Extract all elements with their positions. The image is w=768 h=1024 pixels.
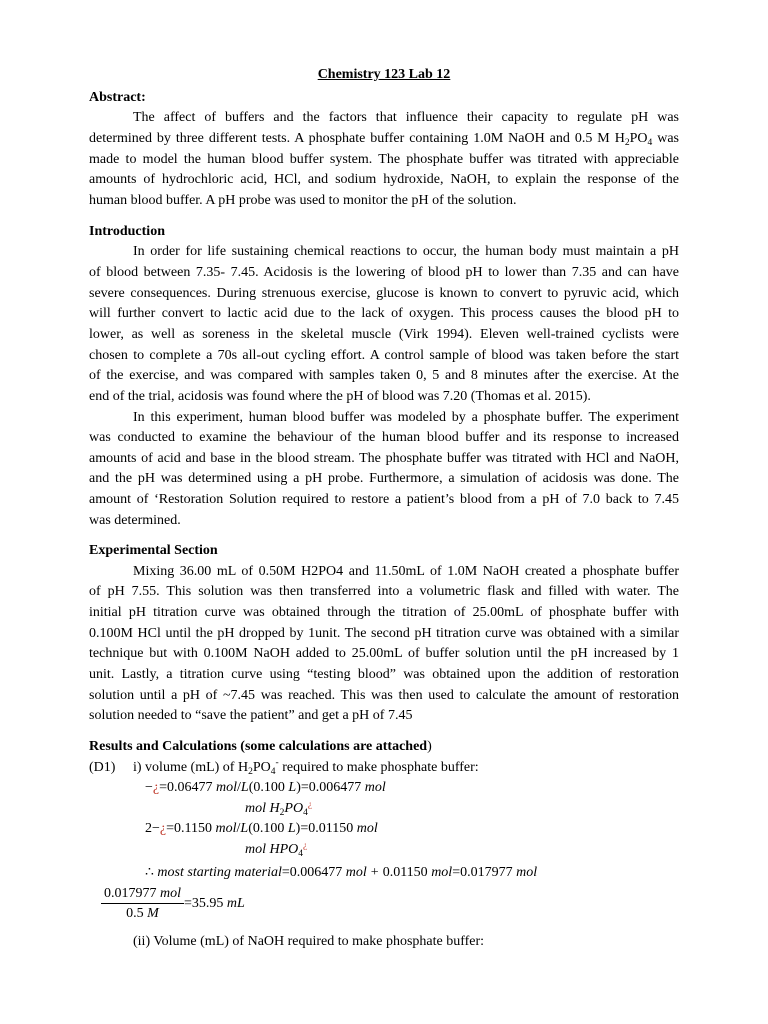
experimental-line: 0.100M HCl until the pH dropped by 1unit. The second pH titration curve was obtained with a similar [89, 625, 679, 641]
abstract-line: made to model the human blood buffer system. The phosphate buffer was titrated with appreciable [89, 151, 679, 167]
results-heading [89, 737, 679, 758]
introduction-line: In this experiment, human blood buffer was modeled by a phosphate buffer. The experiment [133, 409, 679, 425]
experimental-line: unit. Lastly, a titration curve using “testing blood” was obtained upon the addition of restoration [89, 666, 679, 682]
equation-line [89, 819, 679, 840]
equation-value: =0.006477 [281, 864, 346, 880]
introduction-line: will further convert to lactic acid due to the lack of oxygen. This process causes the blood pH to [89, 306, 679, 322]
subscript: 4 [647, 138, 653, 148]
introduction-line: and the pH was determined using a pH probe. Furthermore, a simulation of acidosis was done. The [89, 471, 679, 487]
subscript: 2 [279, 807, 285, 818]
results-heading-text: Results and Calculations (some calculations are attached [89, 738, 428, 754]
equation-operator: / [237, 780, 241, 796]
equation-unit: mol [160, 886, 181, 902]
formula-text: PO [252, 759, 271, 775]
equation-operator: 2− [145, 821, 160, 837]
equation-variable: most starting material [157, 864, 282, 880]
equation-unit: M [147, 906, 159, 922]
formula-text: H [269, 800, 280, 816]
equation-artifact: ¿ [303, 840, 308, 851]
fraction-denominator [126, 904, 159, 923]
equation-value: (0.100 [248, 821, 288, 837]
superscript: - [275, 758, 279, 769]
introduction-line: was determined. [89, 512, 181, 528]
equation-operator: + [370, 864, 379, 880]
equation-artifact: ¿ [152, 780, 160, 796]
introduction-line: lower, as well as soreness in the skeletal muscle (Virk 1994). Eleven well-trained cyclists were [89, 326, 679, 342]
introduction-line: of the exercise, and was compared with samples taken 0, 5 and 8 minutes after the exercise. At the [89, 368, 679, 384]
equation-unit: mol [431, 864, 453, 880]
equation-unit: mol [345, 864, 367, 880]
equation-value: =0.017977 [452, 864, 517, 880]
d1-question-ii: (ii) Volume (mL) of NaOH required to make phosphate buffer: [133, 933, 485, 949]
introduction-line: end of the trial, acidosis was found where the pH of blood was 7.20 (Thomas et al. 2015). [89, 388, 591, 404]
experimental-line: technique but with 0.100M NaOH added to 25.00mL of buffer solution until the pH increased by 1 [89, 646, 679, 662]
equation-unit: mol [356, 821, 378, 837]
fraction-result [184, 894, 245, 915]
formula-text: PO [284, 800, 304, 816]
experimental-line: initial pH titration curve was obtained through the titration of 25.00mL of phosphate buffer with [89, 604, 679, 620]
introduction-line: chosen to complete a 70s all-out cycling effort. A control sample of blood was taken before the start [89, 347, 679, 363]
question-text: required to make phosphate buffer: [278, 759, 479, 775]
question-text: i) volume (mL) of H [133, 759, 249, 775]
equation-unit: mol [245, 842, 270, 858]
page-title: Chemistry 123 Lab 12 [317, 66, 451, 82]
subscript: 4 [270, 766, 276, 777]
abstract-section [89, 88, 679, 212]
introduction-line: severe consequences. During strenuous exercise, glucose is known to convert to pyruvic acid, which [89, 285, 679, 301]
equation-unit: mol [216, 780, 238, 796]
fraction-numerator [101, 884, 184, 904]
equation-unit: mol [364, 780, 386, 796]
fraction [101, 884, 184, 923]
abstract-line: The affect of buffers and the factors that influence their capacity to regulate pH was [133, 110, 679, 126]
equation-value: (0.100 [248, 780, 289, 796]
equation-value: =0.1150 [166, 821, 216, 837]
equation-value: =0.06477 [159, 780, 217, 796]
experimental-line: solution needed to “save the patient” and get a pH of 7.45 [89, 708, 413, 724]
experimental-line: of pH 7.55. This solution was then transferred into a volumetric flask and filled with water. The [89, 584, 679, 600]
equation-unit: L [240, 821, 249, 837]
formula-text: PO [629, 130, 648, 146]
introduction-line: In order for life sustaining chemical reactions to occur, the human body must maintain a pH [133, 244, 679, 260]
equation-line [89, 863, 679, 884]
abstract-line: amounts of hydrochloric acid, HCl, and sodium hydroxide, NaOH, to explain the response of the [89, 172, 679, 188]
subscript: 4 [298, 849, 304, 860]
fraction-equation [101, 883, 679, 924]
equation-unit: mol [516, 864, 538, 880]
equation-line [89, 778, 679, 799]
equation-value: )=0.006477 [296, 780, 365, 796]
introduction-line: of blood between 7.35- 7.45. Acidosis is the lowering of blood pH to lower than 7.35 and can have [89, 264, 679, 280]
results-heading-paren: ) [427, 738, 432, 754]
subscript: 2 [624, 138, 630, 148]
equation-value: )=0.01150 [295, 821, 357, 837]
equation-operator: − [145, 780, 153, 796]
subscript: 4 [303, 807, 308, 818]
therefore-symbol: ∴ [145, 864, 158, 880]
equation-unit: L [287, 821, 296, 837]
results-section [89, 737, 679, 953]
equation-artifact: ¿ [159, 821, 167, 837]
formula-text: HPO [269, 842, 299, 858]
experimental-heading: Experimental Section [89, 542, 218, 558]
equation-value: =35.95 [184, 895, 227, 911]
d1-label: (D1) [89, 759, 116, 775]
equation-unit: mL [226, 895, 245, 911]
d1-question [89, 758, 679, 779]
introduction-line: was conducted to examine the behaviour of the human blood buffer and its response to increased [89, 430, 679, 446]
equation-operator: / [236, 821, 241, 837]
abstract-line [89, 129, 679, 150]
equation-value: 0.5 [126, 906, 148, 922]
introduction-line: amounts of acid and base in the blood stream. The phosphate buffer was titrated with HCl and NaOH, [89, 450, 679, 466]
abstract-line: human blood buffer. A pH probe was used to monitor the pH of the solution. [89, 192, 517, 208]
equation-unit: mol [215, 821, 237, 837]
experimental-line: Mixing 36.00 mL of 0.50M H2PO4 and 11.50mL of 1.0M NaOH created a phosphate buffer [133, 563, 679, 579]
abstract-heading: Abstract: [89, 89, 146, 105]
experimental-section [89, 541, 679, 727]
introduction-line: amount of ‘Restoration Solution required to restore a patient’s blood from a pH of 7.0 back to 7.45 [89, 492, 679, 508]
experimental-line: solution until a pH of ~7.45 was reached. This was then used to calculate the amount of restoration [89, 687, 679, 703]
introduction-section [89, 222, 679, 532]
introduction-heading: Introduction [89, 223, 165, 239]
equation-unit: L [240, 780, 249, 796]
line-text: was [652, 130, 679, 146]
equation-unit: L [288, 780, 297, 796]
equation-value: 0.01150 [382, 864, 432, 880]
equation-unit: mol [245, 800, 270, 816]
equation-value: 0.017977 [104, 886, 160, 902]
equation-artifact: ¿ [307, 799, 313, 810]
document-content [89, 65, 679, 953]
equation-line [89, 799, 679, 820]
line-text: determined by three different tests. A phosphate buffer containing 1.0M NaOH and 0.5 M H [89, 130, 625, 146]
equation-line [89, 840, 679, 861]
subscript: 2 [248, 766, 253, 777]
